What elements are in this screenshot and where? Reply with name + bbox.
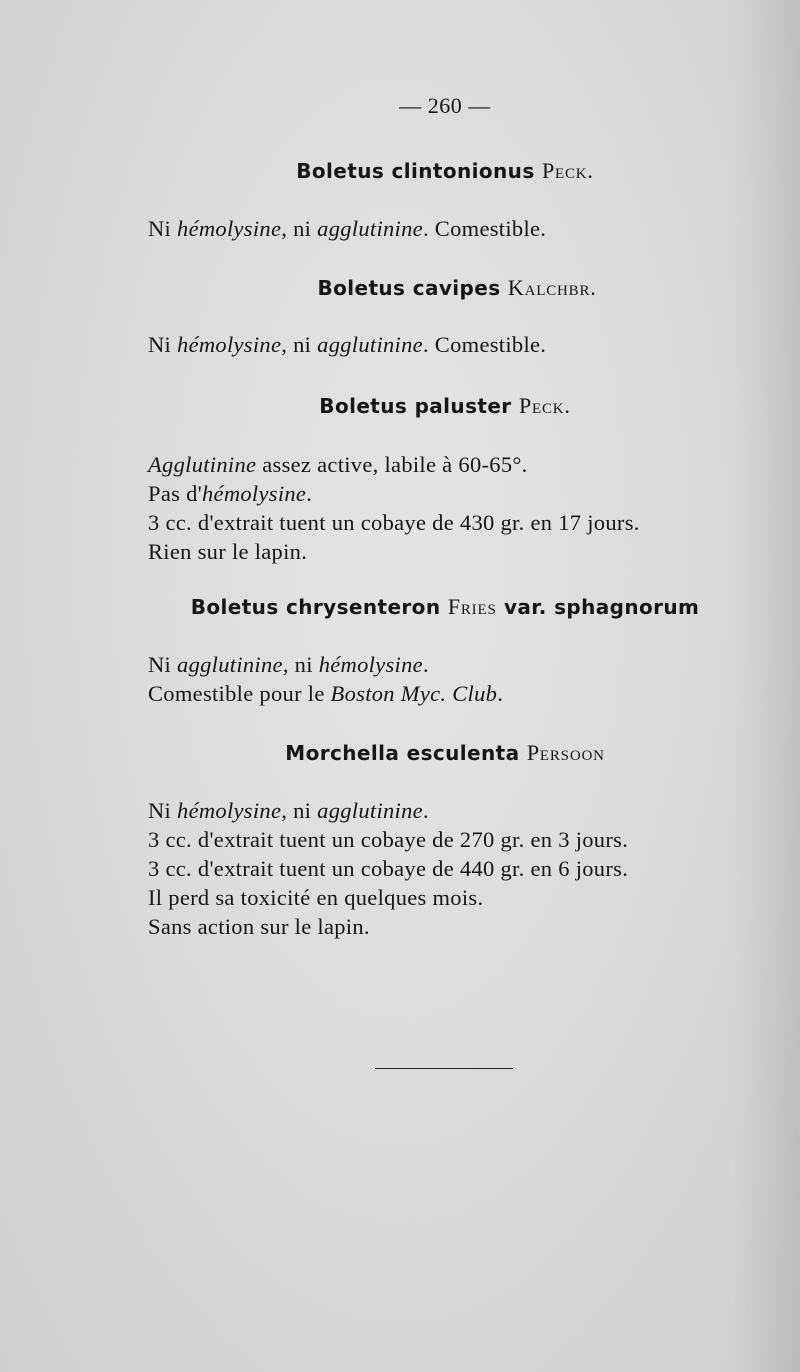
italic-term: agglutinine	[177, 652, 283, 677]
section-body	[148, 330, 788, 359]
italic-term: hémolysine	[318, 652, 423, 677]
section-heading	[0, 594, 800, 620]
text-line	[148, 450, 788, 479]
text-run: . Comestible.	[422, 216, 547, 241]
italic-term: agglutinine	[317, 332, 423, 357]
italic-term: Agglutinine	[148, 452, 257, 477]
text-line	[148, 854, 788, 883]
text-line	[148, 796, 788, 825]
italic-term: hémolysine	[177, 332, 282, 357]
text-run: , ni	[281, 216, 318, 241]
text-line	[148, 537, 788, 566]
italic-term: hémolysine	[202, 481, 307, 506]
section-heading	[0, 158, 800, 184]
text-run: .	[497, 681, 504, 706]
text-line	[148, 508, 788, 537]
author-name: Peck.	[518, 393, 571, 418]
text-run: Comestible pour le	[148, 681, 331, 706]
text-run: .	[422, 652, 429, 677]
text-run: Rien sur le lapin.	[148, 539, 308, 564]
text-run: 3 cc. d'extrait tuent un cobaye de 440 gr. en 6 jours.	[148, 856, 629, 881]
text-line	[148, 214, 788, 243]
species-name: Boletus paluster	[319, 394, 512, 418]
italic-term: agglutinine	[317, 216, 423, 241]
italic-term: hémolysine	[177, 216, 282, 241]
text-run: assez active, labile à 60-65°.	[256, 452, 528, 477]
text-run: .	[422, 798, 429, 823]
text-run: Ni	[148, 798, 178, 823]
text-line	[148, 679, 788, 708]
section-body	[148, 214, 788, 243]
author-name: Fries	[447, 594, 497, 619]
text-line	[148, 479, 788, 508]
text-line	[148, 912, 788, 941]
text-run: Pas d'	[148, 481, 202, 506]
page-number: — 260 —	[399, 93, 491, 118]
section-heading	[0, 393, 800, 419]
section-heading	[12, 275, 800, 301]
text-run: Il perd sa toxicité en quelques mois.	[148, 885, 484, 910]
text-run: , ni	[281, 798, 318, 823]
section-body	[148, 450, 788, 566]
text-run: Ni	[148, 332, 178, 357]
section-body	[148, 796, 788, 941]
text-run: Ni	[148, 216, 178, 241]
text-run: 3 cc. d'extrait tuent un cobaye de 430 gr. en 17 jours.	[148, 510, 640, 535]
variety-name: var. sphagnorum	[503, 595, 700, 619]
end-rule	[375, 1068, 513, 1069]
text-run: Ni	[148, 652, 178, 677]
italic-term: agglutinine	[317, 798, 423, 823]
text-run: Sans action sur le lapin.	[148, 914, 370, 939]
text-run: .	[306, 481, 313, 506]
author-name: Kalchbr.	[507, 275, 597, 300]
species-name: Boletus cavipes	[317, 276, 501, 300]
text-run: . Comestible.	[422, 332, 547, 357]
species-name: Morchella esculenta	[285, 741, 520, 765]
text-line	[148, 883, 788, 912]
author-name: Peck.	[542, 158, 594, 183]
section-heading	[0, 740, 800, 766]
author-name: Persoon	[526, 740, 605, 765]
italic-term: hémolysine	[177, 798, 282, 823]
text-run: 3 cc. d'extrait tuent un cobaye de 270 gr. en 3 jours.	[148, 827, 629, 852]
text-line	[148, 825, 788, 854]
text-run: , ni	[282, 652, 319, 677]
text-line	[148, 650, 788, 679]
species-name: Boletus clintonionus	[296, 159, 535, 183]
text-line	[148, 330, 788, 359]
species-name: Boletus chrysenteron	[190, 595, 441, 619]
text-run: , ni	[281, 332, 318, 357]
italic-term: Boston Myc. Club	[330, 681, 498, 706]
section-body	[148, 650, 788, 708]
